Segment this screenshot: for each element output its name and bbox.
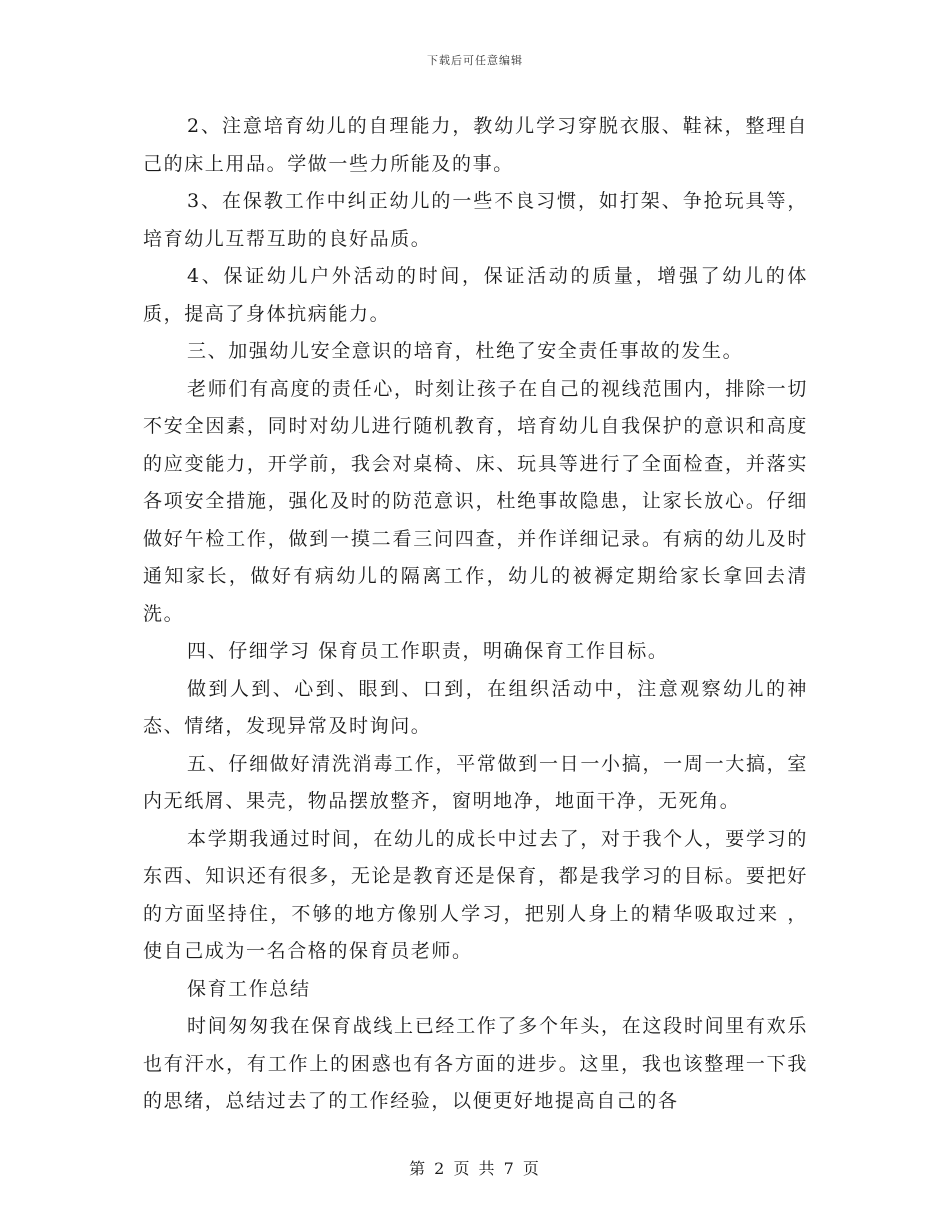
section-heading-duties: 四、仔细学习 保育员工作职责，明确保育工作目标。 [187, 640, 669, 662]
paragraph-self-care: 2、注意培育幼儿的自理能力，教幼儿学习穿脱衣服、鞋袜，整理自己的床上用品。学做一些力所能及的事。 [143, 115, 808, 175]
paragraph-observation: 做到人到、心到、眼到、口到，在组织活动中，注意观察幼儿的神态、情绪，发现异常及时询问。 [143, 677, 808, 737]
paragraph-bad-habits: 3、在保教工作中纠正幼儿的一些不良习惯，如打架、争抢玩具等，培育幼儿互帮互助的良好品质。 [143, 190, 808, 250]
section-title-summary: 保育工作总结 [187, 977, 311, 1000]
paragraph-semester-reflection: 本学期我通过时间，在幼儿的成长中过去了，对于我个人，要学习的东西、知识还有很多，无论是教育还是保育，都是我学习的目标。要把好的方面坚持住，不够的地方像别人学习，把别人身上的精华吸取过来 ，使自己成为一名合格的保育员老师。 [143, 827, 808, 962]
paragraph-summary-intro: 时间匆匆我在保育战线上已经工作了多个年头，在这段时间里有欢乐也有汗水，有工作上的困惑也有各方面的进步。这里，我也该整理一下我的思绪，总结过去了的工作经验，以便更好地提高自己的各 [143, 1015, 808, 1112]
page-number: 第 2 页 共 7 页 [409, 1159, 541, 1178]
page-header-note: 下载后可任意编辑 [427, 54, 523, 67]
section-heading-safety: 三、加强幼儿安全意识的培育，杜绝了安全责任事故的发生。 [187, 340, 744, 362]
paragraph-safety-details: 老师们有高度的责任心，时刻让孩子在自己的视线范围内，排除一切不安全因素，同时对幼儿进行随机教育，培育幼儿自我保护的意识和高度的应变能力，开学前，我会对桌椅、床、玩具等进行了全面检查，并落实各项安全措施，强化及时的防范意识，杜绝事故隐患，让家长放心。仔细做好午检工作，做到一摸二看三问四查，并作详细记录。有病的幼儿及时通知家长，做好有病幼儿的隔离工作，幼儿的被褥定期给家长拿回去清洗。 [143, 377, 808, 625]
paragraph-outdoor-activity: 4、保证幼儿户外活动的时间，保证活动的质量，增强了幼儿的体质，提高了身体抗病能力。 [143, 265, 808, 325]
document-body [143, 108, 808, 1121]
section-heading-cleaning: 五、仔细做好清洗消毒工作，平常做到一日一小搞，一周一大搞，室内无纸屑、果壳，物品摆放整齐，窗明地净，地面干净，无死角。 [143, 752, 808, 812]
